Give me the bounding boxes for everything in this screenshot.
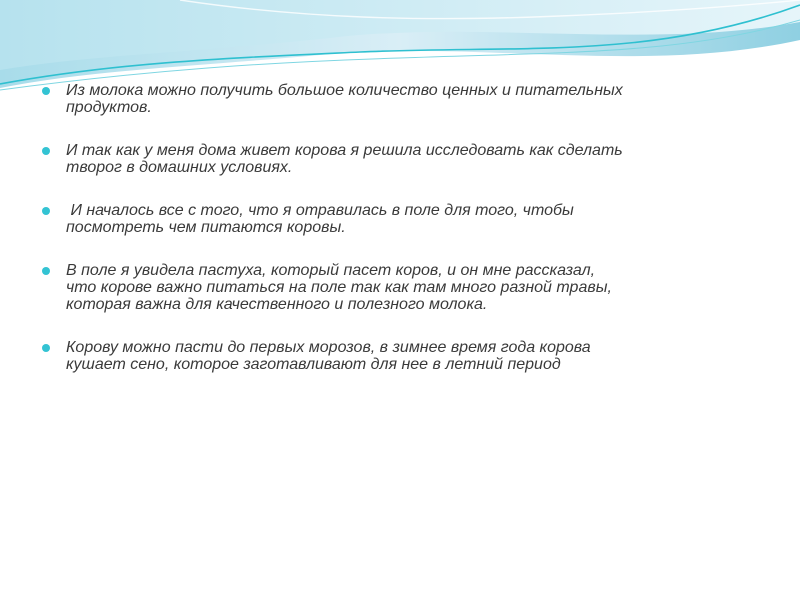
bullet-item <box>42 202 762 236</box>
bullet-item <box>42 82 762 116</box>
bullet-dot-icon <box>42 87 50 95</box>
bullet-dot-icon <box>42 207 50 215</box>
bullet-list <box>42 82 762 399</box>
bullet-text: Из молока можно получить большое количество ценных и питательных продуктов. <box>66 82 623 116</box>
bullet-dot-icon <box>42 267 50 275</box>
bullet-item <box>42 262 762 313</box>
bullet-text: И началось все с того, что я отравилась в поле для того, чтобы посмотреть чем питаются коровы. <box>66 202 574 236</box>
bullet-item <box>42 142 762 176</box>
bullet-text: Корову можно пасти до первых морозов, в зимнее время года корова кушает сено, которое заготавливают для нее в летний период <box>66 339 591 373</box>
bullet-text: И так как у меня дома живет корова я решила исследовать как сделать творог в домашних условиях. <box>66 142 623 176</box>
bullet-dot-icon <box>42 344 50 352</box>
bullet-item <box>42 339 762 373</box>
bullet-text: В поле я увидела пастуха, который пасет коров, и он мне рассказал, что корове важно питаться на поле так как там много разной травы, которая важна для качественного и полезного молока. <box>66 262 612 313</box>
bullet-dot-icon <box>42 147 50 155</box>
